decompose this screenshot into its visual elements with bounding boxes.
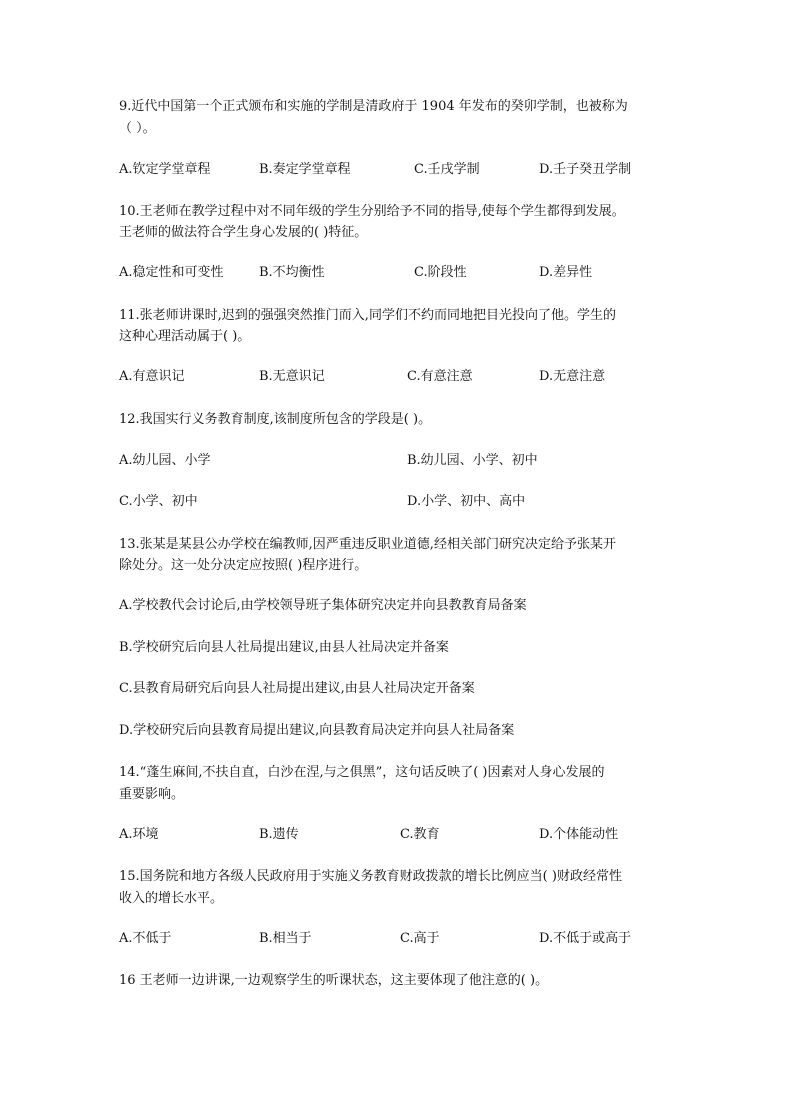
q15-stem-line1: 15.国务院和地方各级人民政府用于实施义务教育财政拨款的增长比例应当( )财政经常性 — [119, 869, 622, 884]
q11-stem-line1: 11.张老师讲课时,迟到的强强突然推门而入,同学们不约而同地把目光投向了他。学生的 — [119, 308, 616, 323]
q13-option-b: B.学校研究后向县人社局提出建议,由县人社局决定并备案 — [119, 640, 449, 655]
q11-stem-line2: 这种心理活动属于( )。 — [119, 329, 251, 344]
q10-option-b: B.不均衡性 — [259, 265, 325, 280]
q13-option-d: D.学校研究后向县教育局提出建议,向县教育局决定并向县人社局备案 — [119, 723, 515, 738]
q15-option-d: D.不低于或高于 — [539, 931, 632, 946]
q14-option-c: C.教育 — [400, 827, 440, 842]
q12-option-c: C.小学、初中 — [119, 494, 198, 509]
q12-stem-line1: 12.我国实行义务教育制度,该制度所包含的学段是( )。 — [119, 412, 432, 427]
q13-stem-line1: 13.张某是某县公办学校在编教师,因严重违反职业道德,经相关部门研究决定给予张某开 — [119, 537, 616, 552]
q11-option-c: C.有意注意 — [407, 369, 473, 384]
q14-option-a: A.环境 — [119, 827, 159, 842]
q15-option-a: A.不低于 — [119, 931, 172, 946]
q9-option-b: B.奏定学堂章程 — [259, 162, 351, 177]
q12-option-b: B.幼儿园、小学、初中 — [407, 453, 538, 468]
q14-option-d: D.个体能动性 — [539, 827, 619, 842]
q13-option-c: C.县教育局研究后向县人社局提出建议,由县人社局决定开备案 — [119, 681, 475, 696]
q9-option-d: D.壬子癸丑学制 — [539, 162, 632, 177]
q10-option-a: A.稳定性和可变性 — [119, 265, 224, 280]
q10-stem-line1: 10.王老师在教学过程中对不同年级的学生分别给予不同的指导,使每个学生都得到发展。 — [119, 204, 625, 219]
q9-option-c: C.壬戌学制 — [414, 162, 480, 177]
q10-stem-line2: 王老师的做法符合学生身心发展的( )特征。 — [119, 225, 368, 240]
q9-stem-line2: （ ）。 — [119, 121, 156, 136]
q14-option-b: B.遗传 — [259, 827, 299, 842]
q12-option-a: A.幼儿园、小学 — [119, 453, 211, 468]
q14-stem-line1: 14.“蓬生麻间,不扶自直，白沙在涅,与之俱黑”，这句话反映了( )因素对人身心发展的 — [119, 765, 605, 780]
q11-option-b: B.无意识记 — [259, 369, 325, 384]
q14-stem-line2: 重要影响。 — [119, 787, 185, 802]
q9-stem-line1: 9.近代中国第一个正式颁布和实施的学制是清政府于 1904 年发布的癸卯学制，也被称为 — [119, 99, 628, 114]
q10-option-d: D.差异性 — [539, 265, 593, 280]
q13-stem-line2: 除处分。这一处分决定应按照( )程序进行。 — [119, 558, 368, 573]
q13-option-a: A.学校教代会讨论后,由学校领导班子集体研究决定并向县教教育局备案 — [119, 598, 527, 613]
q15-option-c: C.高于 — [400, 931, 440, 946]
q11-option-d: D.无意注意 — [539, 369, 606, 384]
q16-stem-line1: 16 王老师一边讲课,一边观察学生的听课状态，这主要体现了他注意的( )。 — [119, 973, 549, 988]
q11-option-a: A.有意识记 — [119, 369, 185, 384]
q15-stem-line2: 收入的增长水平。 — [119, 891, 224, 906]
q15-option-b: B.相当于 — [259, 931, 312, 946]
q12-option-d: D.小学、初中、高中 — [407, 494, 526, 509]
q9-option-a: A.钦定学堂章程 — [119, 162, 211, 177]
q10-option-c: C.阶段性 — [414, 265, 467, 280]
